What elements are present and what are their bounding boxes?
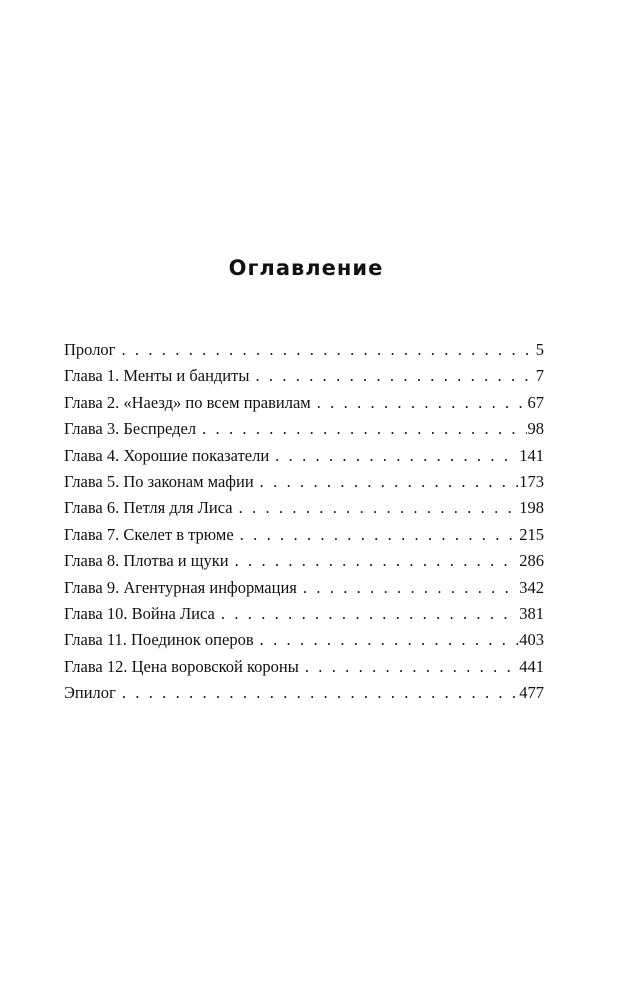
toc-entry[interactable]	[64, 495, 544, 521]
toc-dot-leader	[303, 575, 518, 601]
toc-entry-title: Глава 2. «Наезд» по всем правилам	[64, 392, 311, 412]
toc-entry-title: Глава 1. Менты и бандиты	[64, 366, 250, 386]
toc-list	[64, 337, 544, 706]
toc-entry[interactable]	[64, 416, 544, 442]
toc-entry[interactable]	[64, 627, 544, 653]
toc-entry-page-number: 7	[535, 366, 544, 386]
toc-entry-title: Глава 3. Беспредел	[64, 419, 197, 439]
toc-entry-title: Пролог	[64, 340, 116, 359]
toc-entry-page-number: 198	[519, 498, 544, 518]
toc-entry[interactable]	[64, 575, 544, 601]
toc-dot-leader	[239, 495, 519, 521]
toc-entry-page-number: 215	[519, 524, 544, 544]
toc-entry[interactable]	[64, 601, 544, 627]
toc-entry-page-number: 67	[527, 392, 544, 412]
toc-dot-leader	[221, 601, 518, 627]
toc-entry-title: Глава 10. Война Лиса	[64, 603, 215, 623]
toc-dot-leader	[235, 548, 519, 574]
toc-entry-page-number: 381	[519, 603, 544, 623]
toc-entry-title: Глава 9. Агентурная информация	[64, 577, 297, 597]
toc-entry[interactable]	[64, 522, 544, 548]
toc-dot-leader	[202, 416, 526, 442]
toc-dot-leader	[121, 337, 534, 363]
toc-entry[interactable]	[64, 469, 544, 495]
toc-entry-title: Глава 4. Хорошие показатели	[64, 445, 270, 465]
toc-entry-title: Глава 12. Цена воровской короны	[64, 656, 299, 676]
toc-heading: Оглавление	[228, 256, 384, 280]
toc-entry[interactable]	[64, 363, 544, 389]
toc-entry-page-number: 173	[519, 471, 544, 491]
toc-dot-leader	[275, 443, 518, 469]
toc-dot-leader	[317, 390, 527, 416]
toc-entry[interactable]	[64, 337, 544, 363]
toc-entry-page-number: 441	[519, 656, 544, 676]
toc-entry[interactable]	[64, 443, 544, 469]
toc-dot-leader	[305, 654, 518, 680]
toc-entry-page-number: 286	[519, 551, 544, 571]
toc-entry-page-number: 98	[527, 419, 544, 439]
toc-entry-page-number: 141	[519, 445, 544, 465]
toc-entry-page-number: 5	[535, 340, 544, 359]
toc-dot-leader	[122, 680, 518, 706]
toc-entry-title: Глава 11. Поединок оперов	[64, 630, 254, 650]
toc-entry[interactable]	[64, 680, 544, 706]
toc-entry-page-number: 403	[519, 630, 544, 650]
toc-dot-leader	[255, 363, 534, 389]
toc-entry-title: Глава 8. Плотва и щуки	[64, 551, 229, 571]
toc-entry-page-number: 342	[519, 577, 544, 597]
toc-dot-leader	[240, 522, 519, 548]
toc-entry-page-number: 477	[519, 683, 544, 703]
toc-dot-leader	[260, 469, 519, 495]
toc-entry-title: Глава 7. Скелет в трюме	[64, 524, 234, 544]
toc-entry-title: Глава 5. По законам мафии	[64, 471, 254, 491]
toc-dot-leader	[260, 627, 519, 653]
toc-entry[interactable]	[64, 654, 544, 680]
toc-entry-title: Глава 6. Петля для Лиса	[64, 498, 233, 518]
toc-entry[interactable]	[64, 390, 544, 416]
toc-entry-title: Эпилог	[64, 683, 116, 703]
toc-entry[interactable]	[64, 548, 544, 574]
